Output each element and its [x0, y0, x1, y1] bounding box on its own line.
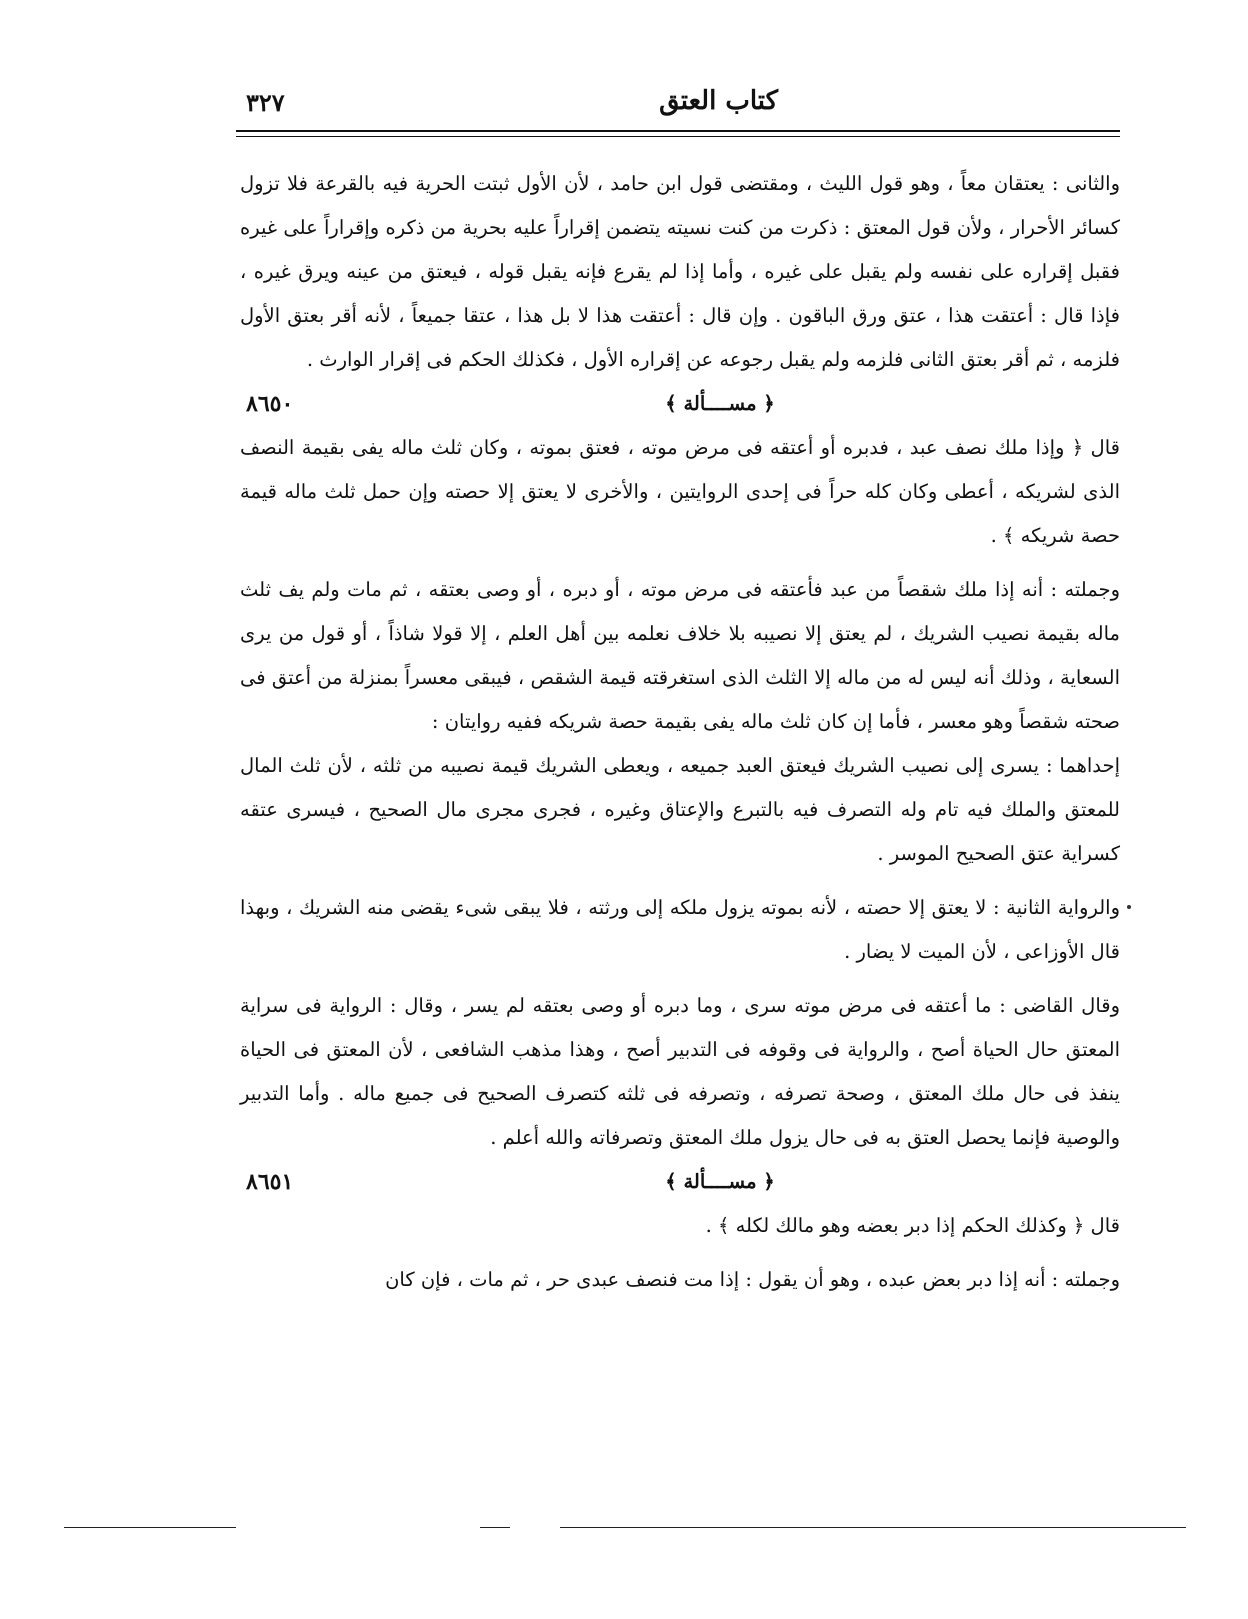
chapter-title: كتاب العتق [659, 86, 778, 116]
paragraph: وجملته : أنه إذا ملك شقصاً من عبد فأعتقه فى مرض موته ، أو دبره ، أو وصى بعتقه ، ثم مات ولم يف ثلث ماله بقيمة نصيب الشريك ، لم يعتق إلا نصيبه بلا خلاف نعلمه بين أهل العلم ، إلا قولا شاذاً ، أو قول من يرى السعاية ، وذلك أنه ليس له من ماله إلا الثلث الذى استغرقته قيمة الشقص ، فيبقى معسراً بمنزلة من أعتق فى صحته شقصاً وهو معسر ، فأما إن كان ثلث ماله يفى بقيمة حصة شريكه ففيه روايتان : [240, 578, 1120, 733]
footer-rule [560, 1527, 1186, 1528]
masala-number: ٨٦٥١ [246, 1169, 294, 1195]
header-rule-thin [236, 136, 1120, 137]
page-body [240, 162, 1120, 1302]
paragraph: إحداهما : يسرى إلى نصيب الشريك فيعتق العبد جميعه ، ويعطى الشريك قيمة نصيبه من ثلثه ، لأن ثلث المال للمعتق والملك فيه تام وله التصرف فيه بالتبرع والإعتاق وغيره ، فجرى مجرى مال الصحيح ، فيسرى عتقه كسراية عتق الصحيح الموسر . [240, 754, 1120, 865]
scan-mark [1127, 905, 1131, 909]
masala-number: ٨٦٥٠ [246, 391, 294, 417]
paragraph: وجملته : أنه إذا دبر بعض عبده ، وهو أن يقول : إذا مت فنصف عبدى حر ، ثم مات ، فإن كان [385, 1268, 1120, 1291]
header-rule [236, 130, 1120, 132]
masala-label: ﴿ مســــألة ﴾ [665, 392, 775, 415]
masala-heading [240, 382, 1120, 426]
paragraph: والرواية الثانية : لا يعتق إلا حصته ، لأنه بموته يزول ملكه إلى ورثته ، فلا يبقى شىء يقضى منه الشريك ، وبهذا قال الأوزاعى ، لأن الميت لا يضار . [240, 896, 1120, 963]
footer-rule [480, 1527, 510, 1528]
paragraph: قال ﴿ وكذلك الحكم إذا دبر بعضه وهو مالك لكله ﴾ . [705, 1214, 1120, 1237]
footer-rule [64, 1527, 236, 1528]
masala-heading [240, 1160, 1120, 1204]
masala-label: ﴿ مســــألة ﴾ [665, 1170, 775, 1193]
paragraph: قال ﴿ وإذا ملك نصف عبد ، فدبره أو أعتقه فى مرض موته ، فعتق بموته ، وكان ثلث ماله يفى بقيمة النصف الذى لشريكه ، أعطى وكان كله حراً فى إحدى الروايتين ، والأخرى لا يعتق إلا حصته وإن حمل ثلث ماله قيمة حصة شريكه ﴾ . [240, 436, 1120, 547]
running-header [238, 82, 1118, 132]
paragraph: وقال القاضى : ما أعتقه فى مرض موته سرى ، وما دبره أو وصى بعتقه لم يسر ، وقال : الرواية فى سراية المعتق حال الحياة أصح ، والرواية فى وقوفه فى التدبير أصح ، وهذا مذهب الشافعى ، لأن المعتق فى الحياة ينفذ فى حال ملك المعتق ، وصحة تصرفه ، وتصرفه فى ثلثه كتصرف الصحيح فى جميع ماله . وأما التدبير والوصية فإنما يحصل العتق به فى حال يزول ملك المعتق وتصرفاته والله أعلم . [240, 994, 1120, 1149]
page-number: ٣٢٧ [246, 88, 285, 117]
paragraph: والثانى : يعتقان معاً ، وهو قول الليث ، ومقتضى قول ابن حامد ، لأن الأول ثبتت الحرية فيه بالقرعة فلا تزول كسائر الأحرار ، ولأن قول المعتق : ذكرت من كنت نسيته يتضمن إقراراً عليه بحرية من ذكره وإقراراً على غيره فقبل إقراره على نفسه ولم يقبل على غيره ، وأما إذا لم يقرع فإنه يقبل قوله ، فيعتق من عينه ويرق غيره ، فإذا قال : أعتقت هذا ، عتق ورق الباقون . وإن قال : أعتقت هذا لا بل هذا ، عتقا جميعاً ، لأنه أقر بعتق الأول فلزمه ، ثم أقر بعتق الثانى فلزمه ولم يقبل رجوعه عن إقراره الأول ، فكذلك الحكم فى إقرار الوارث . [240, 172, 1120, 371]
